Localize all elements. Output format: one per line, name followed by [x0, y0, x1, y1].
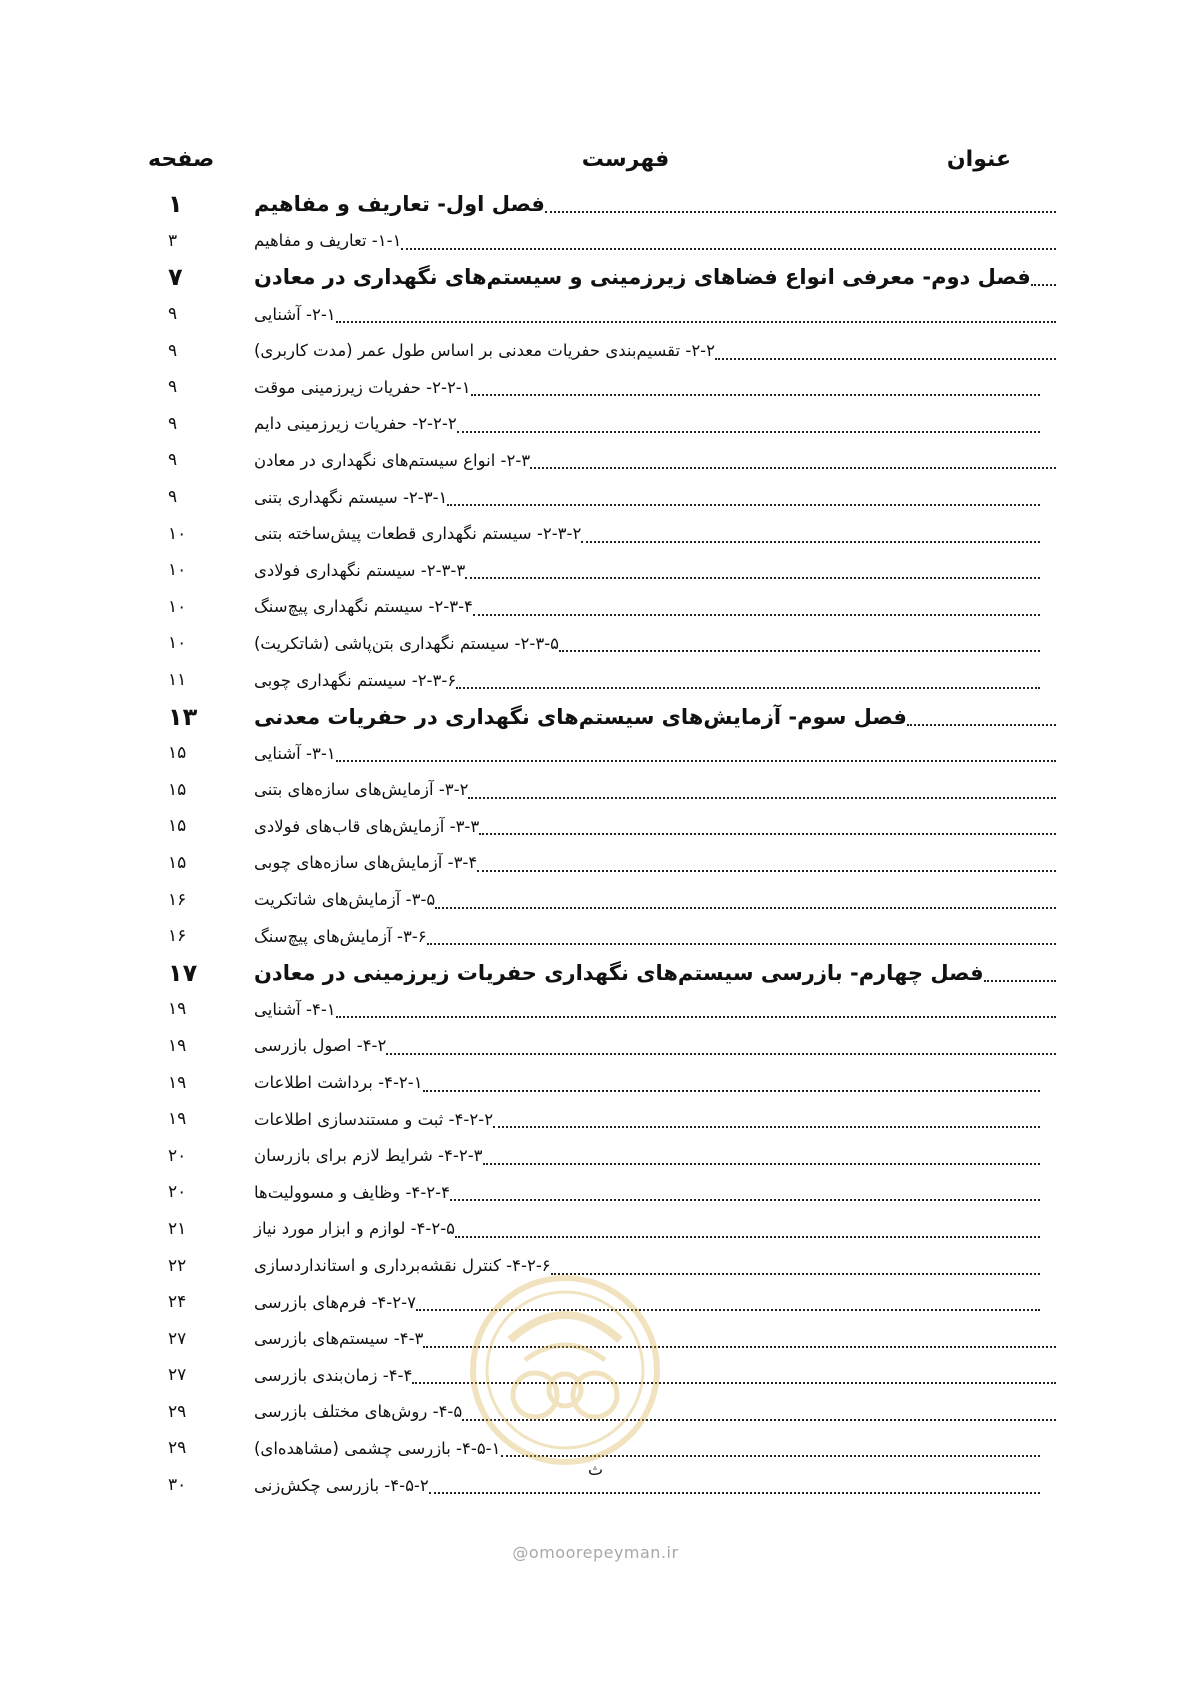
- toc-entry: [254, 265, 1056, 289]
- toc-page-number: ۹: [168, 377, 178, 398]
- toc-page-number: ۷: [168, 263, 183, 292]
- toc-entry-title: ۳-۱- آشنایی: [254, 743, 336, 763]
- toc-chapter-row[interactable]: [148, 698, 1056, 735]
- toc-subsection-row[interactable]: [148, 589, 1056, 626]
- dot-leader: [715, 358, 1056, 360]
- toc-page-number: ۱۰: [168, 596, 187, 617]
- dot-leader: [545, 211, 1056, 213]
- toc-page-number: ۱۶: [168, 926, 187, 947]
- toc-page-number: ۲۷: [168, 1365, 187, 1386]
- toc-entry-title: ۲-۳-۳- سیستم نگهداری فولادی: [254, 560, 466, 580]
- toc-page-number: ۱۳: [168, 702, 198, 731]
- dot-leader: [447, 504, 1040, 506]
- toc-entry: [254, 961, 1056, 985]
- toc-entry: [254, 524, 1056, 543]
- dot-leader: [423, 1090, 1040, 1092]
- toc-entry-title: ۲-۲- تقسیم‌بندی حفریات معدنی بر اساس طول عمر (مدت کاربری): [254, 341, 715, 361]
- toc-section-row[interactable]: [148, 808, 1056, 845]
- toc-page-number: ۲۱: [168, 1218, 187, 1239]
- toc-entry-title: فصل سوم- آزمایش‌های سیستم‌های نگهداری در حفریات معدنی: [254, 704, 907, 729]
- toc-page-number: ۹: [168, 413, 178, 434]
- toc-page-number: ۲۹: [168, 1401, 187, 1422]
- toc-page-number: ۱۰: [168, 523, 187, 544]
- toc-entry: [254, 817, 1056, 836]
- toc-page-number: ۱۵: [168, 816, 187, 837]
- toc-entry: [254, 451, 1056, 470]
- dot-leader: [336, 1016, 1056, 1018]
- dot-leader: [336, 760, 1056, 762]
- toc-subsection-row[interactable]: [148, 552, 1056, 589]
- dot-leader: [483, 1163, 1040, 1165]
- dot-leader: [336, 321, 1056, 323]
- toc-page-number: ۱۰: [168, 560, 187, 581]
- toc-section-row[interactable]: [148, 332, 1056, 369]
- toc-entry-title: ۲-۳-۱- سیستم نگهداری بتنی: [254, 487, 448, 507]
- toc-entry-title: ۴-۲-۲- ثبت و مستندسازی اطلاعات: [254, 1109, 494, 1129]
- toc-section-row[interactable]: [148, 772, 1056, 809]
- toc-subsection-row[interactable]: [148, 1211, 1056, 1248]
- toc-chapter-row[interactable]: [148, 954, 1056, 991]
- toc-chapter-row[interactable]: [148, 186, 1056, 223]
- toc-entry: [254, 744, 1056, 763]
- toc-subsection-row[interactable]: [148, 515, 1056, 552]
- toc-section-row[interactable]: [148, 1028, 1056, 1065]
- toc-entry-title: ۲-۳-۶- سیستم نگهداری چوبی: [254, 670, 457, 690]
- page-title: فهرست: [581, 147, 670, 172]
- toc-page-number: ۹: [168, 304, 178, 325]
- toc-entry-title: ۲-۲-۲- حفریات زیرزمینی دایم: [254, 414, 457, 434]
- toc-entry-title: فصل چهارم- بازرسی سیستم‌های نگهداری حفریات زیرزمینی در معادن: [254, 960, 984, 985]
- toc-entry: [254, 853, 1056, 872]
- dot-leader: [455, 1236, 1040, 1238]
- toc-subsection-row[interactable]: [148, 625, 1056, 662]
- toc-page-number: ۹: [168, 487, 178, 508]
- toc-page-number: ۱۰: [168, 633, 187, 654]
- toc-entry-title: ۲-۳-۲- سیستم نگهداری قطعات پیش‌ساخته بتنی: [254, 524, 582, 544]
- dot-leader: [581, 541, 1040, 543]
- dot-leader: [468, 797, 1056, 799]
- seal-watermark-icon: [465, 1270, 665, 1470]
- toc-entry: [254, 341, 1056, 360]
- toc-entry: [254, 561, 1056, 580]
- toc-entry: [254, 597, 1056, 616]
- toc-page-number: ۲۴: [168, 1292, 187, 1313]
- dot-leader: [1031, 284, 1056, 286]
- dot-leader: [386, 1053, 1056, 1055]
- toc-entry: [254, 1146, 1056, 1165]
- toc-section-row[interactable]: [148, 881, 1056, 918]
- toc-page-number: ۱۹: [168, 999, 187, 1020]
- toc-page-number: ۱۶: [168, 889, 187, 910]
- toc-entry-title: فصل اول- تعاریف و مفاهیم: [254, 192, 545, 217]
- toc-page-number: ۳۰: [168, 1475, 187, 1496]
- toc-section-row[interactable]: [148, 442, 1056, 479]
- toc-entry-title: ۲-۳-۵- سیستم نگهداری بتن‌پاشی (شاتکریت): [254, 633, 560, 653]
- toc-subsection-row[interactable]: [148, 1174, 1056, 1211]
- toc-entry: [254, 634, 1056, 653]
- toc-page-number: ۱۹: [168, 1072, 187, 1093]
- toc-section-row[interactable]: [148, 735, 1056, 772]
- toc-entry-title: ۳-۵- آزمایش‌های شاتکریت: [254, 890, 436, 910]
- toc-entry-title: ۲-۲-۱- حفریات زیرزمینی موقت: [254, 377, 471, 397]
- toc-section-row[interactable]: [148, 918, 1056, 955]
- toc-entry: [254, 1000, 1056, 1019]
- toc-entry: [254, 1183, 1056, 1202]
- dot-leader: [427, 943, 1056, 945]
- dot-leader: [530, 467, 1056, 469]
- toc-entry-title: ۴-۴- زمان‌بندی بازرسی: [254, 1365, 413, 1385]
- title-column-heading: عنوان: [946, 147, 1011, 172]
- toc-entry: [254, 705, 1056, 729]
- toc-entry: [254, 927, 1056, 946]
- toc-entry-title: ۴-۲-۱- برداشت اطلاعات: [254, 1073, 423, 1093]
- toc-chapter-row[interactable]: [148, 259, 1056, 296]
- toc-page-number: ۱۹: [168, 1035, 187, 1056]
- toc-page-number: ۱۵: [168, 779, 187, 800]
- toc-entry: [254, 231, 1056, 250]
- toc-entry: [254, 890, 1056, 909]
- toc-entry-title: ۲-۱- آشنایی: [254, 304, 336, 324]
- dot-leader: [457, 431, 1040, 433]
- dot-leader: [984, 980, 1056, 982]
- toc-subsection-row[interactable]: [148, 662, 1056, 699]
- toc-section-row[interactable]: [148, 223, 1056, 260]
- toc-page-number: ۲۰: [168, 1145, 187, 1166]
- dot-leader: [493, 1126, 1040, 1128]
- toc-entry: [254, 378, 1056, 397]
- site-watermark: @omoorepeyman.ir: [512, 1543, 679, 1562]
- toc-entry-title: ۴-۵-۱- بازرسی چشمی (مشاهده‌ای): [254, 1438, 501, 1458]
- toc-page-number: ۲۲: [168, 1255, 187, 1276]
- toc-entry-title: ۴-۲-۷- فرم‌های بازرسی: [254, 1292, 416, 1312]
- dot-leader: [435, 907, 1056, 909]
- dot-leader: [907, 724, 1056, 726]
- toc-entry: [254, 1073, 1056, 1092]
- toc-page-number: ۹: [168, 340, 178, 361]
- toc-entry-title: فصل دوم- معرفی انواع فضاهای زیرزمینی و سیستم‌های نگهداری در معادن: [254, 265, 1031, 290]
- toc-entry: [254, 192, 1056, 216]
- toc-entry-title: ۴-۱- آشنایی: [254, 999, 336, 1019]
- toc-page-number: ۱۷: [168, 958, 198, 987]
- toc-page-number: ۱۵: [168, 743, 187, 764]
- toc-page-number: ۱۵: [168, 852, 187, 873]
- toc-page-number: ۲۷: [168, 1328, 187, 1349]
- toc-entry: [254, 414, 1056, 433]
- toc-page-number: ۲۹: [168, 1438, 187, 1459]
- toc-entry: [254, 305, 1056, 324]
- dot-leader: [477, 870, 1056, 872]
- toc-page-number: ۱۹: [168, 1109, 187, 1130]
- dot-leader: [429, 1492, 1040, 1494]
- toc-entry-title: ۴-۲-۵- لوازم و ابزار مورد نیاز: [254, 1219, 456, 1239]
- toc-page-number: ۲۰: [168, 1182, 187, 1203]
- toc-subsection-row[interactable]: [148, 406, 1056, 443]
- toc-page-number: ۱: [168, 190, 183, 219]
- toc-page-number: ۳: [168, 230, 178, 251]
- toc-subsection-row[interactable]: [148, 1137, 1056, 1174]
- toc-entry-title: ۳-۳- آزمایش‌های قاب‌های فولادی: [254, 816, 480, 836]
- toc-page-number: ۱۱: [168, 670, 187, 691]
- toc-section-row[interactable]: [148, 845, 1056, 882]
- dot-leader: [473, 614, 1040, 616]
- toc-entry-title: ۳-۲- آزمایش‌های سازه‌های بتنی: [254, 780, 469, 800]
- page-column-heading: صفحه: [148, 147, 215, 172]
- toc-subsection-row[interactable]: [148, 369, 1056, 406]
- toc-entry-title: ۴-۲-۳- شرایط لازم برای بازرسان: [254, 1146, 483, 1166]
- dot-leader: [465, 577, 1040, 579]
- toc-entry: [254, 1110, 1056, 1129]
- toc-entry: [254, 1036, 1056, 1055]
- toc-entry-title: ۴-۵- روش‌های مختلف بازرسی: [254, 1402, 463, 1422]
- toc-subsection-row[interactable]: [148, 479, 1056, 516]
- toc-entry-title: ۲-۳-۴- سیستم نگهداری پیچ‌سنگ: [254, 597, 473, 617]
- dot-leader: [471, 394, 1040, 396]
- toc-section-row[interactable]: [148, 991, 1056, 1028]
- toc-entry-title: ۱-۱- تعاریف و مفاهیم: [254, 231, 402, 251]
- toc-entry-title: ۳-۶- آزمایش‌های پیچ‌سنگ: [254, 926, 427, 946]
- dot-leader: [450, 1199, 1040, 1201]
- toc-entry: [254, 488, 1056, 507]
- toc-header: [0, 147, 1191, 181]
- toc-entry: [254, 1219, 1056, 1238]
- toc-entry: [254, 780, 1056, 799]
- dot-leader: [456, 687, 1040, 689]
- toc-entry-title: ۴-۲- اصول بازرسی: [254, 1036, 387, 1056]
- toc-section-row[interactable]: [148, 296, 1056, 333]
- toc-entry-title: ۴-۵-۲- بازرسی چکش‌زنی: [254, 1475, 429, 1495]
- toc-subsection-row[interactable]: [148, 1064, 1056, 1101]
- dot-leader: [559, 650, 1040, 652]
- toc-entry-title: ۴-۲-۴- وظایف و مسوولیت‌ها: [254, 1182, 450, 1202]
- toc-entry: [254, 671, 1056, 690]
- toc-subsection-row[interactable]: [148, 1101, 1056, 1138]
- dot-leader: [479, 833, 1056, 835]
- toc-entry-title: ۴-۳- سیستم‌های بازرسی: [254, 1329, 424, 1349]
- toc-entry-title: ۲-۳- انواع سیستم‌های نگهداری در معادن: [254, 450, 531, 470]
- toc-entry-title: ۴-۲-۶- کنترل نقشه‌برداری و استانداردسازی: [254, 1256, 551, 1276]
- toc-page-number: ۹: [168, 450, 178, 471]
- dot-leader: [401, 248, 1056, 250]
- page-number: ث: [587, 1460, 604, 1479]
- toc-entry-title: ۳-۴- آزمایش‌های سازه‌های چوبی: [254, 853, 478, 873]
